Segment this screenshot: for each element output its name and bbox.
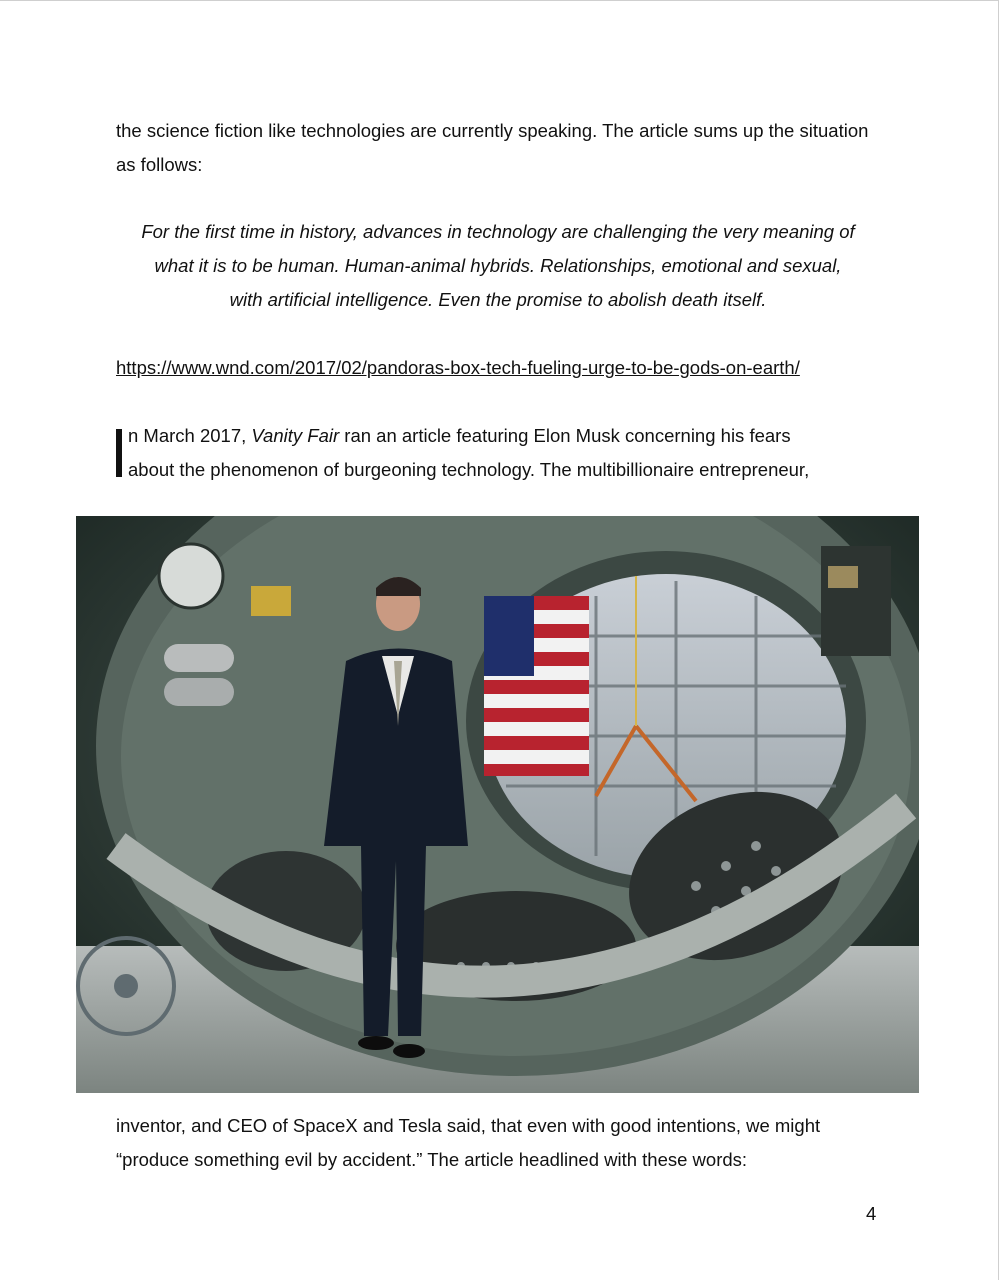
block-quote (110, 215, 886, 317)
page-number: 4 (866, 1203, 877, 1224)
photo-spacex-interior (76, 516, 919, 1093)
after-photo-line-1: inventor, and CEO of SpaceX and Tesla said, that even with good intentions, we might (116, 1115, 821, 1136)
dropcap-i (116, 429, 122, 477)
paragraph-after-photo (116, 1109, 886, 1177)
intro-line-2: about the phenomenon of burgeoning technology. The multibillionaire entrepreneur, (128, 459, 810, 480)
paragraph-top-text: the science fiction like technologies are currently speaking. The article sums up the situation as follows: (116, 120, 869, 175)
intro-paragraph (128, 419, 888, 487)
source-link[interactable]: https://www.wnd.com/2017/02/pandoras-box-tech-fueling-urge-to-be-gods-on-earth/ (116, 357, 800, 378)
quote-line-3: with artificial intelligence. Even the promise to abolish death itself. (229, 289, 767, 310)
paragraph-top (116, 114, 886, 182)
quote-line-2: what it is to be human. Human-animal hybrids. Relationships, emotional and sexual, (154, 255, 842, 276)
magazine-name: Vanity Fair (251, 425, 340, 446)
intro-line-1 (128, 419, 888, 453)
quote-line-1: For the first time in history, advances in technology are challenging the very meaning of (141, 221, 855, 242)
intro-line-1-end: ran an article featuring Elon Musk concerning his fears (339, 425, 791, 446)
intro-line-1-start: n March 2017, (128, 425, 252, 446)
after-photo-line-2: “produce something evil by accident.” The article headlined with these words: (116, 1149, 748, 1170)
flag-image (484, 596, 589, 776)
